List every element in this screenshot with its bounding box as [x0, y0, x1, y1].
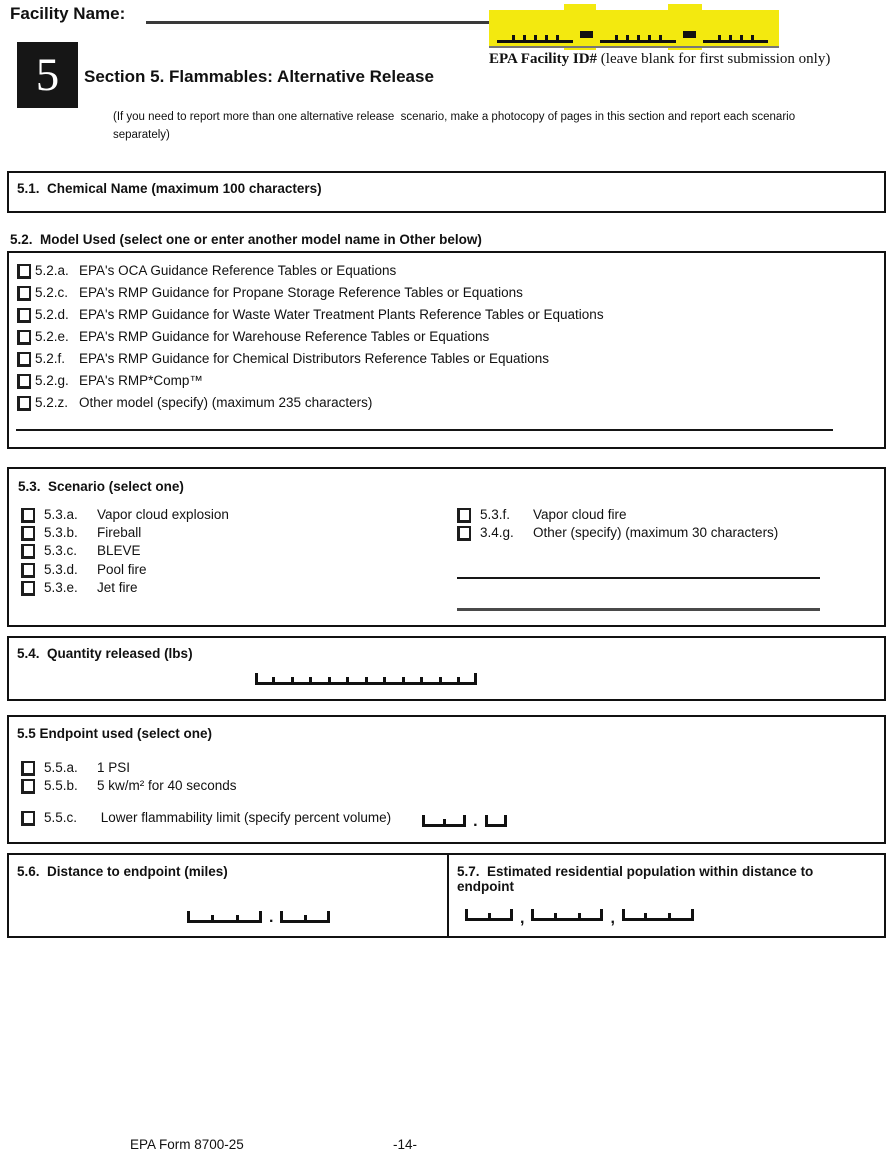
section-5-7-box — [447, 853, 886, 938]
epa-facility-id-label — [489, 51, 830, 68]
option-label: BLEVE — [97, 543, 141, 559]
section-5-5-box — [7, 715, 886, 844]
checkbox[interactable] — [21, 581, 35, 596]
option-label: Vapor cloud fire — [533, 507, 627, 522]
comb-tick — [600, 909, 603, 918]
option-label: Fireball — [97, 525, 142, 541]
option-code: 5.2.f. — [35, 351, 66, 366]
checkbox-option-row — [21, 507, 229, 525]
option-code: 5.2.d. — [35, 307, 69, 322]
highlight-bottom-rule — [489, 46, 779, 48]
comb-tick — [328, 677, 331, 682]
comb-tick — [523, 35, 526, 40]
checkbox[interactable] — [21, 544, 35, 559]
section-5-7-title: 5.7. Estimated residential population within distance to endpoint — [457, 864, 818, 894]
checkbox[interactable] — [17, 396, 31, 411]
comb-tick — [422, 815, 425, 824]
comb-tick — [383, 677, 386, 682]
comb-field-group[interactable] — [600, 27, 676, 43]
comb-tick — [465, 909, 468, 918]
comb-tick — [211, 915, 214, 920]
checkbox-option-row — [17, 263, 604, 285]
checkbox[interactable] — [21, 563, 35, 578]
comb-field-group[interactable] — [497, 27, 573, 43]
comb-tick — [439, 677, 442, 682]
population-comb-field[interactable] — [465, 905, 694, 927]
comb-field-group[interactable] — [187, 907, 262, 923]
option-code: 5.3.e. — [44, 579, 78, 595]
option-code: 5.3.f. — [480, 507, 511, 522]
comb-field-group[interactable] — [531, 905, 603, 921]
option-code: 5.5.b. — [44, 778, 78, 794]
comb-tick — [626, 35, 629, 40]
checkbox[interactable] — [21, 811, 35, 826]
section-5-3-title: 5.3. Scenario (select one) — [18, 479, 184, 494]
checkbox-option-row — [21, 580, 229, 598]
checkbox[interactable] — [457, 508, 471, 523]
comb-tick — [457, 677, 460, 682]
option-code: 5.5.c. — [44, 810, 78, 825]
option-label: Vapor cloud explosion — [97, 507, 229, 522]
checkbox-option-row — [17, 285, 604, 307]
comb-tick — [659, 35, 662, 40]
comb-tick — [488, 913, 491, 918]
other-model-write-line[interactable] — [16, 429, 833, 431]
comb-field-group[interactable] — [485, 811, 507, 827]
comb-tick — [187, 911, 190, 920]
section-5-1-box — [7, 171, 886, 213]
epa-facility-id-label-bold: EPA Facility ID# — [489, 51, 598, 67]
scenario-other-write-line-2[interactable] — [457, 608, 820, 611]
option-code: 3.4.g. — [480, 525, 514, 541]
comb-tick — [291, 677, 294, 682]
option-code: 5.2.a. — [35, 263, 69, 278]
comb-separator: . — [269, 909, 274, 926]
epa-facility-id-comb-field[interactable] — [497, 28, 768, 43]
comb-tick — [420, 677, 423, 682]
option-code: 5.3.a. — [44, 507, 78, 522]
comb-field-group[interactable] — [465, 905, 513, 921]
checkbox[interactable] — [21, 526, 35, 541]
option-code: 5.5.a. — [44, 760, 78, 775]
comb-tick — [259, 911, 262, 920]
section-number: 5 — [35, 48, 60, 101]
comb-tick — [578, 913, 581, 918]
comb-tick — [443, 819, 446, 824]
comb-tick — [474, 673, 477, 682]
comb-tick — [691, 909, 694, 918]
checkbox[interactable] — [21, 761, 35, 776]
section-number-box — [17, 42, 78, 108]
comb-field-group[interactable] — [422, 811, 466, 827]
comb-tick — [255, 673, 258, 682]
section-5-6-title: 5.6. Distance to endpoint (miles) — [17, 864, 228, 879]
scenario-options-left — [21, 507, 229, 598]
comb-tick — [729, 35, 732, 40]
checkbox[interactable] — [17, 286, 31, 301]
scenario-options-right — [457, 507, 778, 543]
option-label: EPA's RMP Guidance for Propane Storage Reference Tables or Equations — [79, 285, 523, 300]
option-label: Lower flammability limit (specify percent volume) — [97, 810, 392, 825]
option-code: 5.3.c. — [44, 543, 78, 559]
checkbox-option-row — [457, 507, 778, 525]
checkbox[interactable] — [17, 352, 31, 367]
comb-tick — [751, 35, 754, 40]
comb-tick — [648, 35, 651, 40]
model-options-list — [17, 263, 604, 417]
option-code: 5.2.e. — [35, 329, 69, 344]
form-number: EPA Form 8700-25 — [130, 1137, 244, 1152]
comb-tick — [510, 909, 513, 918]
comb-field-group[interactable] — [622, 905, 694, 921]
comb-tick — [668, 913, 671, 918]
checkbox-option-row — [21, 525, 229, 543]
lfl-percent-comb-field[interactable] — [422, 811, 506, 830]
comb-tick — [740, 35, 743, 40]
checkbox[interactable] — [457, 526, 471, 541]
option-label: EPA's RMP*Comp™ — [79, 373, 203, 388]
option-label: Other model (specify) (maximum 235 characters) — [79, 395, 373, 410]
endpoint-options-list — [21, 760, 237, 796]
option-code: 5.3.b. — [44, 525, 78, 541]
comb-tick — [463, 815, 466, 824]
checkbox-option-row — [21, 778, 237, 796]
checkbox[interactable] — [17, 308, 31, 323]
comb-tick — [534, 35, 537, 40]
comb-tick — [304, 915, 307, 920]
option-label: EPA's RMP Guidance for Waste Water Treatment Plants Reference Tables or Equations — [79, 307, 604, 322]
checkbox-option-row — [17, 307, 604, 329]
section-5-2-heading: 5.2. Model Used (select one or enter another model name in Other below) — [10, 232, 482, 247]
checkbox-option-row — [457, 525, 778, 543]
option-code: 5.2.g. — [35, 373, 69, 388]
section-note: (If you need to report more than one alternative release scenario, make a photocopy of pages in this section and report each scenario separately) — [113, 111, 799, 141]
section-5-3-box — [7, 467, 886, 627]
comb-tick — [531, 909, 534, 918]
checkbox-option-row — [21, 543, 229, 561]
comb-tick — [346, 677, 349, 682]
section-5-5-title: 5.5 Endpoint used (select one) — [17, 726, 213, 741]
comb-tick — [504, 815, 507, 824]
comb-tick — [272, 677, 275, 682]
scenario-other-write-line-1[interactable] — [457, 577, 820, 579]
checkbox-option-row — [17, 373, 604, 395]
comb-tick — [327, 911, 330, 920]
option-label: Other (specify) (maximum 30 characters) — [533, 525, 779, 541]
comb-field-group[interactable] — [255, 669, 477, 685]
comb-field-group[interactable] — [280, 907, 330, 923]
comb-tick — [545, 35, 548, 40]
checkbox-option-row — [17, 395, 604, 417]
comb-tick — [402, 677, 405, 682]
checkbox[interactable] — [17, 264, 31, 279]
option-label: Pool fire — [97, 561, 147, 577]
comb-separator: . — [473, 813, 478, 830]
epa-facility-id-label-note: (leave blank for first submission only) — [597, 51, 831, 67]
checkbox-option-row — [21, 562, 229, 580]
comb-tick — [512, 35, 515, 40]
option-label: EPA's OCA Guidance Reference Tables or Equations — [79, 263, 397, 278]
checkbox-option-row — [17, 329, 604, 351]
section-5-1-title: 5.1. Chemical Name (maximum 100 characters) — [17, 181, 322, 196]
comb-tick — [365, 677, 368, 682]
comb-separator: , — [520, 910, 525, 927]
section-5-6-box — [7, 853, 449, 938]
option-code: 5.2.c. — [35, 285, 69, 300]
option-label: 5 kw/m² for 40 seconds — [97, 778, 237, 794]
section-5-4-title: 5.4. Quantity released (lbs) — [17, 646, 193, 661]
comb-tick — [615, 35, 618, 40]
checkbox[interactable] — [17, 374, 31, 389]
comb-tick — [280, 911, 283, 920]
distance-to-endpoint-comb-field[interactable] — [187, 907, 330, 926]
page-number: -14- — [393, 1137, 418, 1152]
section-5-2-box — [7, 251, 886, 449]
comb-tick — [556, 35, 559, 40]
checkbox[interactable] — [17, 330, 31, 345]
checkbox-option-row — [21, 760, 237, 778]
comb-tick — [236, 915, 239, 920]
comb-separator — [683, 31, 696, 38]
comb-tick — [554, 913, 557, 918]
comb-tick — [485, 815, 488, 824]
option-label: EPA's RMP Guidance for Warehouse Reference Tables or Equations — [79, 329, 490, 344]
section-5-4-box — [7, 636, 886, 701]
comb-tick — [718, 35, 721, 40]
option-code: 5.3.d. — [44, 561, 78, 577]
facility-name-label: Facility Name: — [10, 4, 126, 23]
checkbox[interactable] — [21, 779, 35, 794]
option-label: 1 PSI — [97, 760, 131, 775]
comb-separator — [580, 31, 593, 38]
option-label: Jet fire — [97, 579, 138, 595]
section-title: Section 5. Flammables: Alternative Release — [84, 67, 434, 86]
checkbox-option-row — [17, 351, 604, 373]
endpoint-option-c-row — [21, 810, 507, 830]
comb-separator: , — [610, 910, 615, 927]
comb-tick — [309, 677, 312, 682]
checkbox[interactable] — [21, 508, 35, 523]
option-label: EPA's RMP Guidance for Chemical Distributors Reference Tables or Equations — [79, 351, 550, 366]
comb-tick — [622, 909, 625, 918]
comb-tick — [637, 35, 640, 40]
comb-field-group[interactable] — [703, 27, 768, 43]
option-code: 5.2.z. — [35, 395, 69, 410]
facility-name-write-line[interactable] — [146, 21, 493, 24]
comb-tick — [644, 913, 647, 918]
quantity-released-comb-field[interactable] — [255, 669, 477, 685]
